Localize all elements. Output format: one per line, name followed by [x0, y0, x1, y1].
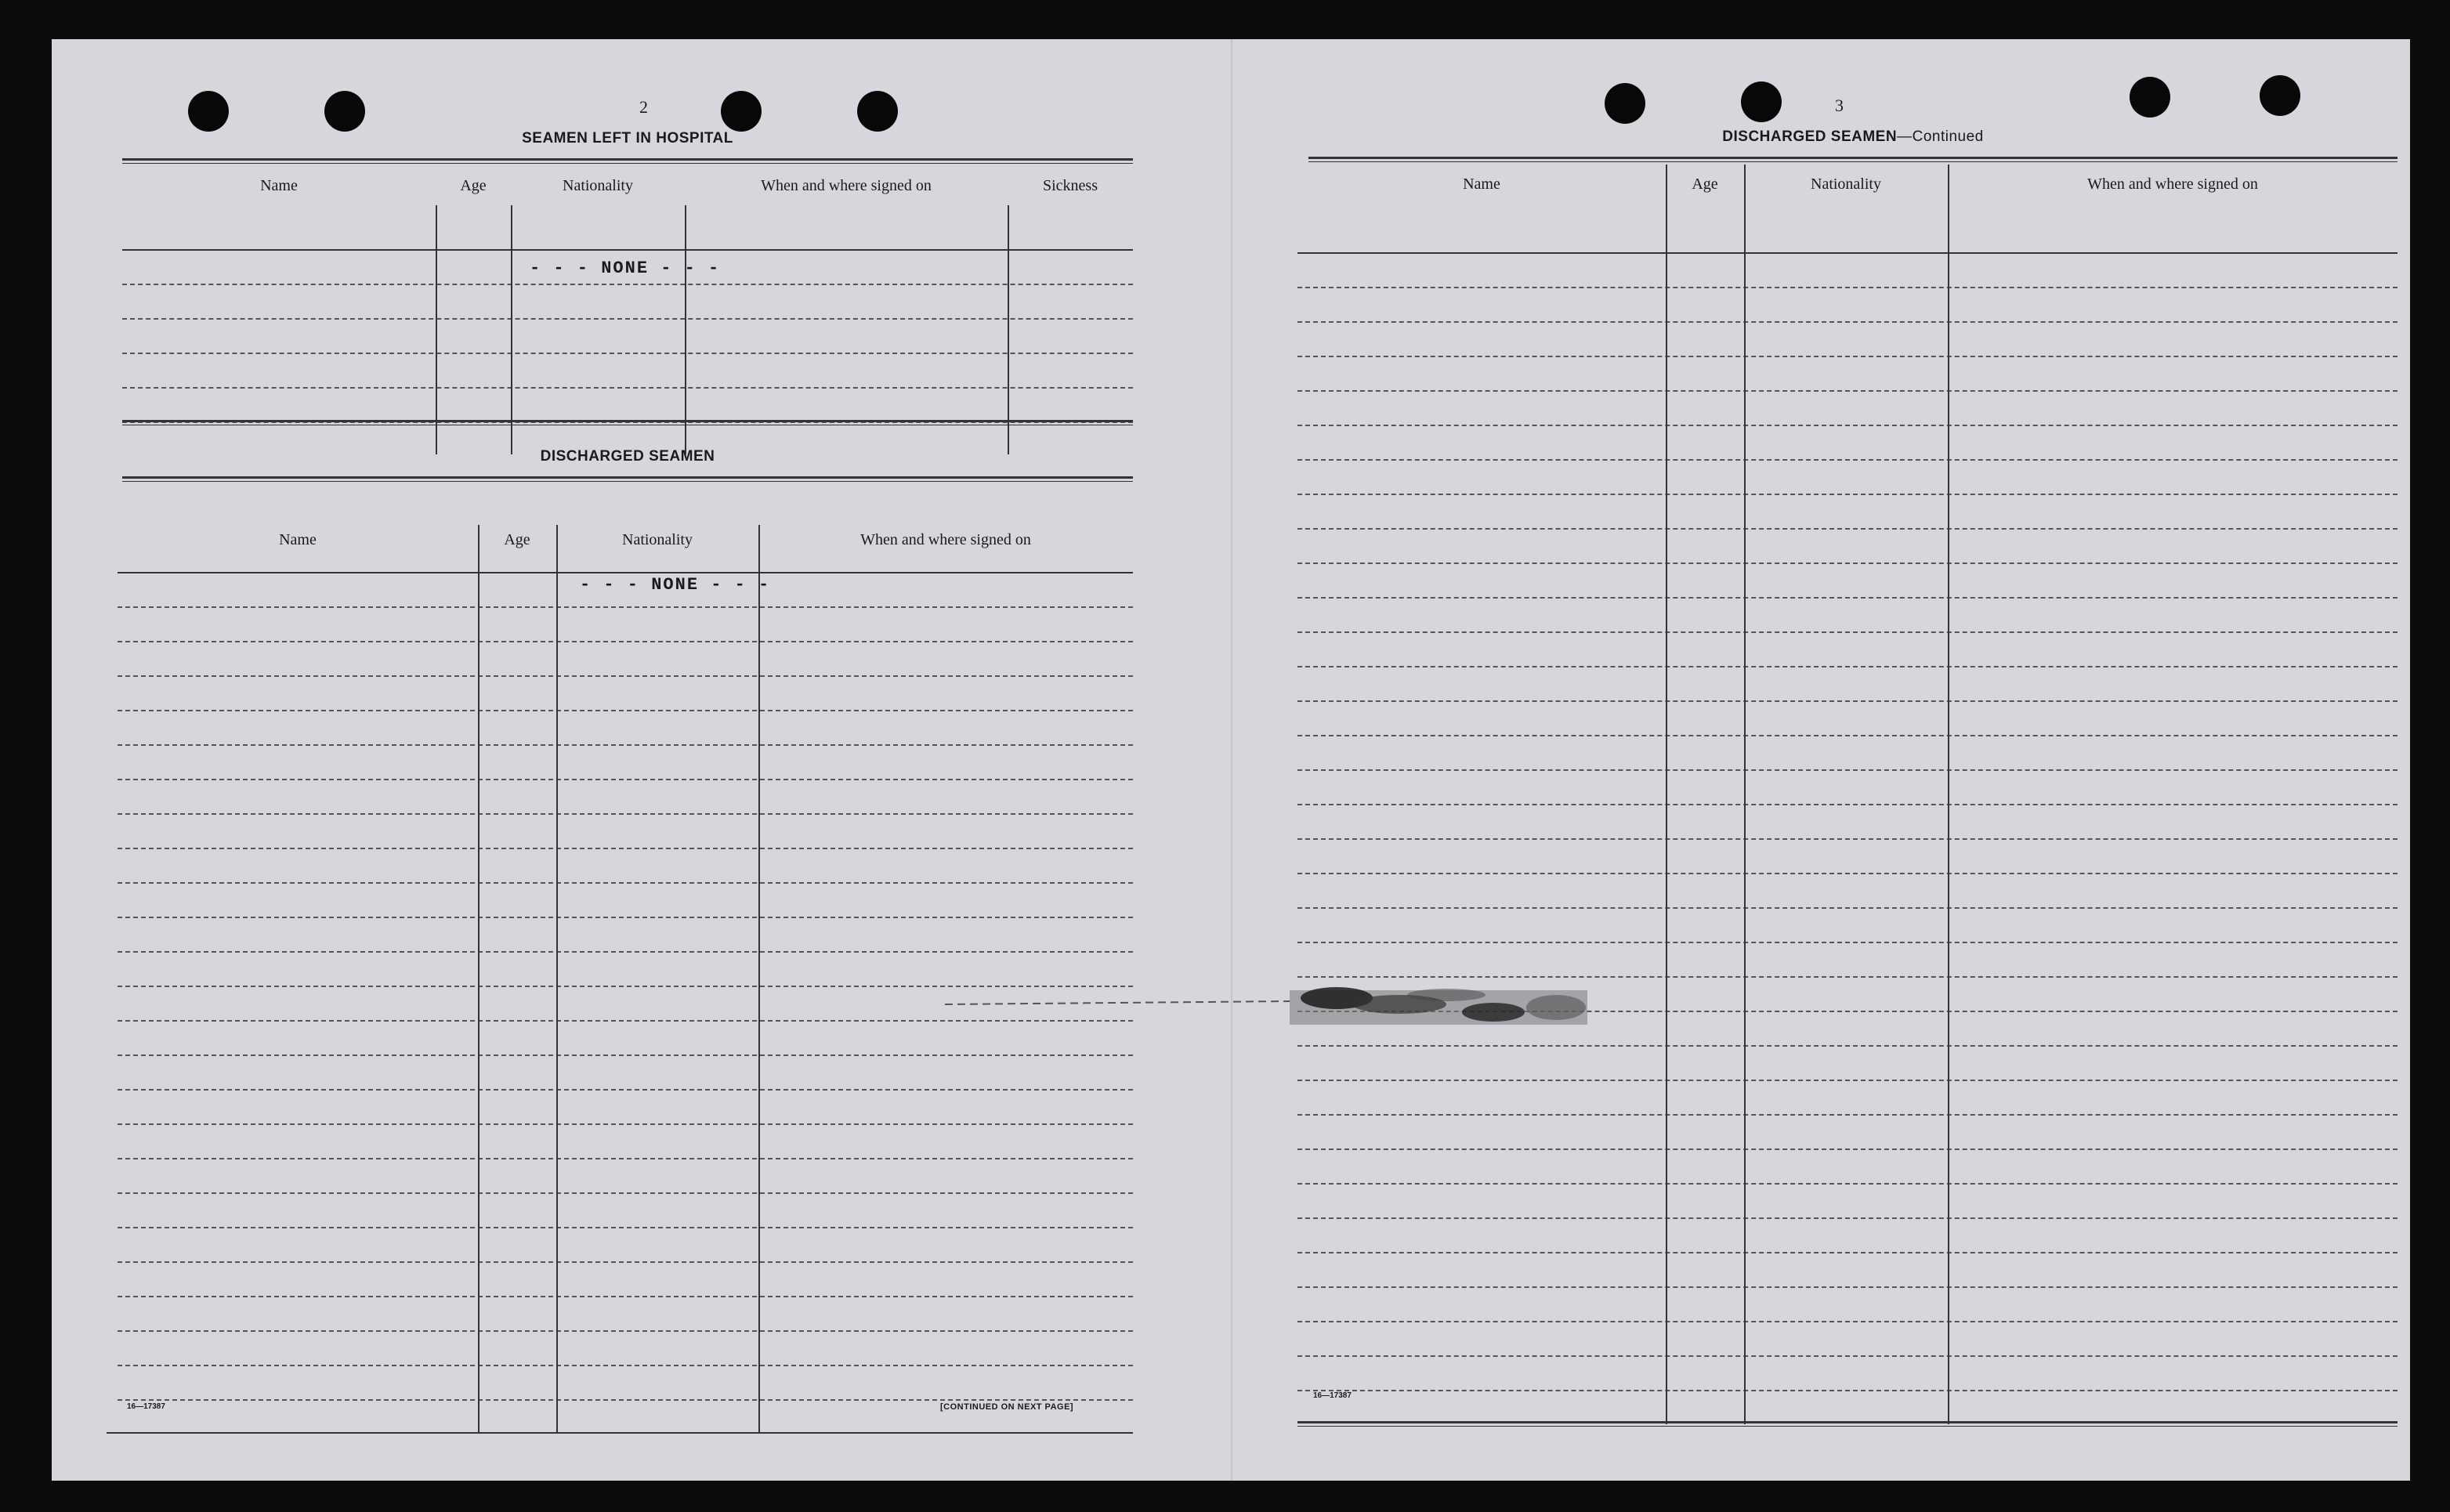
- discharged-continued-table: [1297, 165, 2398, 1424]
- right-section-title-main: DISCHARGED SEAMEN: [1722, 128, 1898, 145]
- row-line: [118, 1123, 1133, 1125]
- left-form-number: 16—17387: [127, 1402, 165, 1411]
- row-line: [118, 1365, 1133, 1366]
- hospital-none-entry: - - - NONE - - -: [530, 259, 721, 278]
- column-header-age: Age: [1692, 175, 1718, 193]
- row-line: [118, 917, 1133, 918]
- column-header-name: Name: [1463, 175, 1500, 193]
- column-divider: [436, 205, 437, 454]
- row-line: [118, 744, 1133, 746]
- row-line: [1297, 562, 2398, 564]
- row-line: [118, 848, 1133, 849]
- column-header-when-where: When and where signed on: [2087, 175, 2258, 193]
- row-line: [118, 1399, 1133, 1401]
- row-line: [1297, 631, 2398, 633]
- left-page-number: 2: [639, 97, 648, 117]
- row-line: [1297, 838, 2398, 840]
- discharged-none-entry: - - - NONE - - -: [580, 575, 771, 595]
- discharged-table: [118, 484, 1133, 1434]
- continued-note: [CONTINUED ON NEXT PAGE]: [940, 1402, 1074, 1412]
- hospital-table: [122, 172, 1133, 462]
- row-line: [1297, 769, 2398, 771]
- column-divider: [556, 525, 558, 1434]
- row-line: [118, 1227, 1133, 1228]
- punch-hole: [1741, 81, 1782, 122]
- row-line: [1297, 1286, 2398, 1288]
- row-line: [118, 1089, 1133, 1091]
- column-header-name: Name: [279, 531, 317, 548]
- column-header-nationality: Nationality: [1811, 175, 1881, 193]
- punch-hole: [1605, 83, 1645, 124]
- row-line: [122, 387, 1133, 389]
- column-divider: [1948, 165, 1949, 1424]
- row-line: [1297, 494, 2398, 495]
- discharged-top-rule: [122, 476, 1133, 482]
- column-divider: [758, 525, 760, 1434]
- punch-hole: [857, 91, 898, 132]
- discharged-bottom-rule: [107, 1432, 1133, 1434]
- row-line: [1297, 907, 2398, 909]
- header-divider: [122, 249, 1133, 251]
- header-divider: [118, 572, 1133, 573]
- discharged-section-title: DISCHARGED SEAMEN: [540, 448, 715, 465]
- right-bottom-rule: [1297, 1421, 2398, 1427]
- column-header-when-where: When and where signed on: [860, 531, 1031, 548]
- right-section-title: [1308, 128, 2398, 146]
- right-top-rule: [1308, 157, 2398, 162]
- header-divider: [1297, 252, 2398, 254]
- right-section-title-suffix: —Continued: [1897, 128, 1984, 145]
- column-header-nationality: Nationality: [563, 177, 633, 194]
- row-line: [118, 606, 1133, 608]
- row-line: [1297, 1321, 2398, 1322]
- column-divider: [511, 205, 512, 454]
- row-line: [118, 710, 1133, 711]
- row-line: [1297, 735, 2398, 736]
- row-line: [1297, 1183, 2398, 1185]
- row-line: [118, 951, 1133, 953]
- row-line: [118, 1261, 1133, 1263]
- row-line: [1297, 321, 2398, 323]
- row-line: [1297, 1390, 2398, 1391]
- row-line: [118, 882, 1133, 884]
- document-sheet: [52, 39, 2410, 1481]
- column-divider: [1666, 165, 1667, 1424]
- column-header-sickness: Sickness: [1043, 177, 1098, 194]
- row-line: [122, 284, 1133, 285]
- column-header-age: Age: [460, 177, 487, 194]
- right-form-number: 16—17387: [1313, 1391, 1352, 1400]
- row-line: [1297, 1355, 2398, 1357]
- column-header-nationality: Nationality: [622, 531, 693, 548]
- row-line: [118, 641, 1133, 642]
- row-line: [1297, 597, 2398, 599]
- row-line: [1297, 390, 2398, 392]
- right-page-number: 3: [1835, 96, 1844, 115]
- row-line: [118, 779, 1133, 780]
- row-line: [118, 813, 1133, 815]
- ink-smudge: [929, 964, 1603, 1050]
- row-line: [118, 1296, 1133, 1297]
- punch-hole: [2260, 75, 2300, 116]
- row-line: [1297, 942, 2398, 943]
- row-line: [122, 318, 1133, 320]
- row-line: [1297, 1217, 2398, 1219]
- row-line: [118, 675, 1133, 677]
- row-line: [1297, 873, 2398, 874]
- punch-hole: [324, 91, 365, 132]
- row-line: [1297, 356, 2398, 357]
- row-line: [1297, 1148, 2398, 1150]
- column-divider: [1744, 165, 1746, 1424]
- page-fold: [1231, 39, 1232, 1481]
- row-line: [1297, 528, 2398, 530]
- row-line: [118, 1192, 1133, 1194]
- column-header-age: Age: [504, 531, 530, 548]
- row-line: [1297, 425, 2398, 426]
- row-line: [118, 1054, 1133, 1056]
- punch-hole: [188, 91, 229, 132]
- punch-hole: [2130, 77, 2170, 118]
- column-header-name: Name: [260, 177, 298, 194]
- row-line: [1297, 1252, 2398, 1253]
- row-line: [1297, 459, 2398, 461]
- row-line: [122, 353, 1133, 354]
- hospital-section-title: SEAMEN LEFT IN HOSPITAL: [522, 130, 733, 146]
- row-line: [1297, 804, 2398, 805]
- punch-hole: [721, 91, 762, 132]
- column-divider: [685, 205, 686, 454]
- row-line: [1297, 1080, 2398, 1081]
- column-header-when-where: When and where signed on: [761, 177, 932, 194]
- row-line: [1297, 666, 2398, 667]
- row-line: [118, 1330, 1133, 1332]
- row-line: [118, 1158, 1133, 1159]
- hospital-top-rule: [122, 158, 1133, 164]
- column-divider: [1008, 205, 1009, 454]
- column-divider: [478, 525, 480, 1434]
- hospital-bottom-rule: [122, 420, 1133, 425]
- row-line: [1297, 700, 2398, 702]
- row-line: [1297, 1114, 2398, 1116]
- row-line: [1297, 287, 2398, 288]
